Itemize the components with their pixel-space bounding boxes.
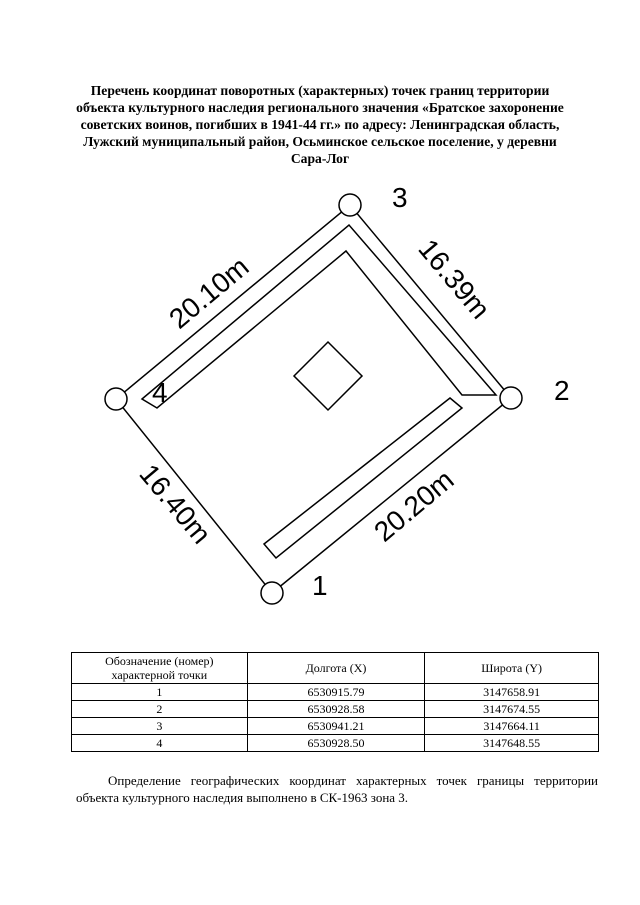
table-row	[72, 684, 599, 701]
cell-point: 4	[72, 735, 248, 752]
point-label-1: 1	[312, 570, 328, 601]
point-label-4: 4	[152, 377, 168, 408]
table-header-row	[72, 653, 599, 684]
point-label-3: 3	[392, 182, 408, 213]
cell-point: 1	[72, 684, 248, 701]
cell-x: 6530928.50	[247, 735, 425, 752]
title-line: Лужский муниципальный район, Осьминское сельское поселение, у деревни	[83, 134, 557, 149]
cell-y: 3147648.55	[425, 735, 599, 752]
point-marker-3	[339, 194, 361, 216]
cell-x: 6530928.58	[247, 701, 425, 718]
point-marker-4	[105, 388, 127, 410]
monument-square	[294, 342, 362, 410]
point-marker-2	[500, 387, 522, 409]
cell-y: 3147664.11	[425, 718, 599, 735]
cell-y: 3147674.55	[425, 701, 599, 718]
cell-point: 3	[72, 718, 248, 735]
title-line: Перечень координат поворотных (характерных) точек границ территории	[90, 83, 550, 98]
coordinates-table	[71, 652, 599, 752]
point-marker-1	[261, 582, 283, 604]
column-header-y: Широта (Y)	[425, 653, 599, 684]
column-header-x: Долгота (X)	[247, 653, 425, 684]
side-length-2-1: 20.20m	[368, 463, 460, 548]
boundary-plan-diagram	[0, 170, 640, 620]
side-length-4-3: 20.10m	[163, 250, 255, 335]
table-row	[72, 735, 599, 752]
coordinate-system-note: Определение географических координат характерных точек границы территории объекта культурного наследия выполнено в СК-1963 зона 3.	[76, 773, 598, 805]
title-line: Сара-Лог	[290, 151, 350, 166]
cell-point: 2	[72, 701, 248, 718]
title-line: объекта культурного наследия регионального значения «Братское захоронение	[76, 100, 564, 115]
cell-x: 6530941.21	[247, 718, 425, 735]
document-title	[70, 82, 570, 167]
table-row	[72, 701, 599, 718]
side-length-1-4: 16.40m	[133, 458, 218, 550]
cell-y: 3147658.91	[425, 684, 599, 701]
cell-x: 6530915.79	[247, 684, 425, 701]
point-label-2: 2	[554, 375, 570, 406]
side-length-3-2: 16.39m	[412, 233, 497, 325]
column-header-point: Обозначение (номер) характерной точки	[72, 653, 248, 684]
title-line: советских воинов, погибших в 1941-44 гг.» по адресу: Ленинградская область,	[80, 117, 560, 132]
table-row	[72, 718, 599, 735]
